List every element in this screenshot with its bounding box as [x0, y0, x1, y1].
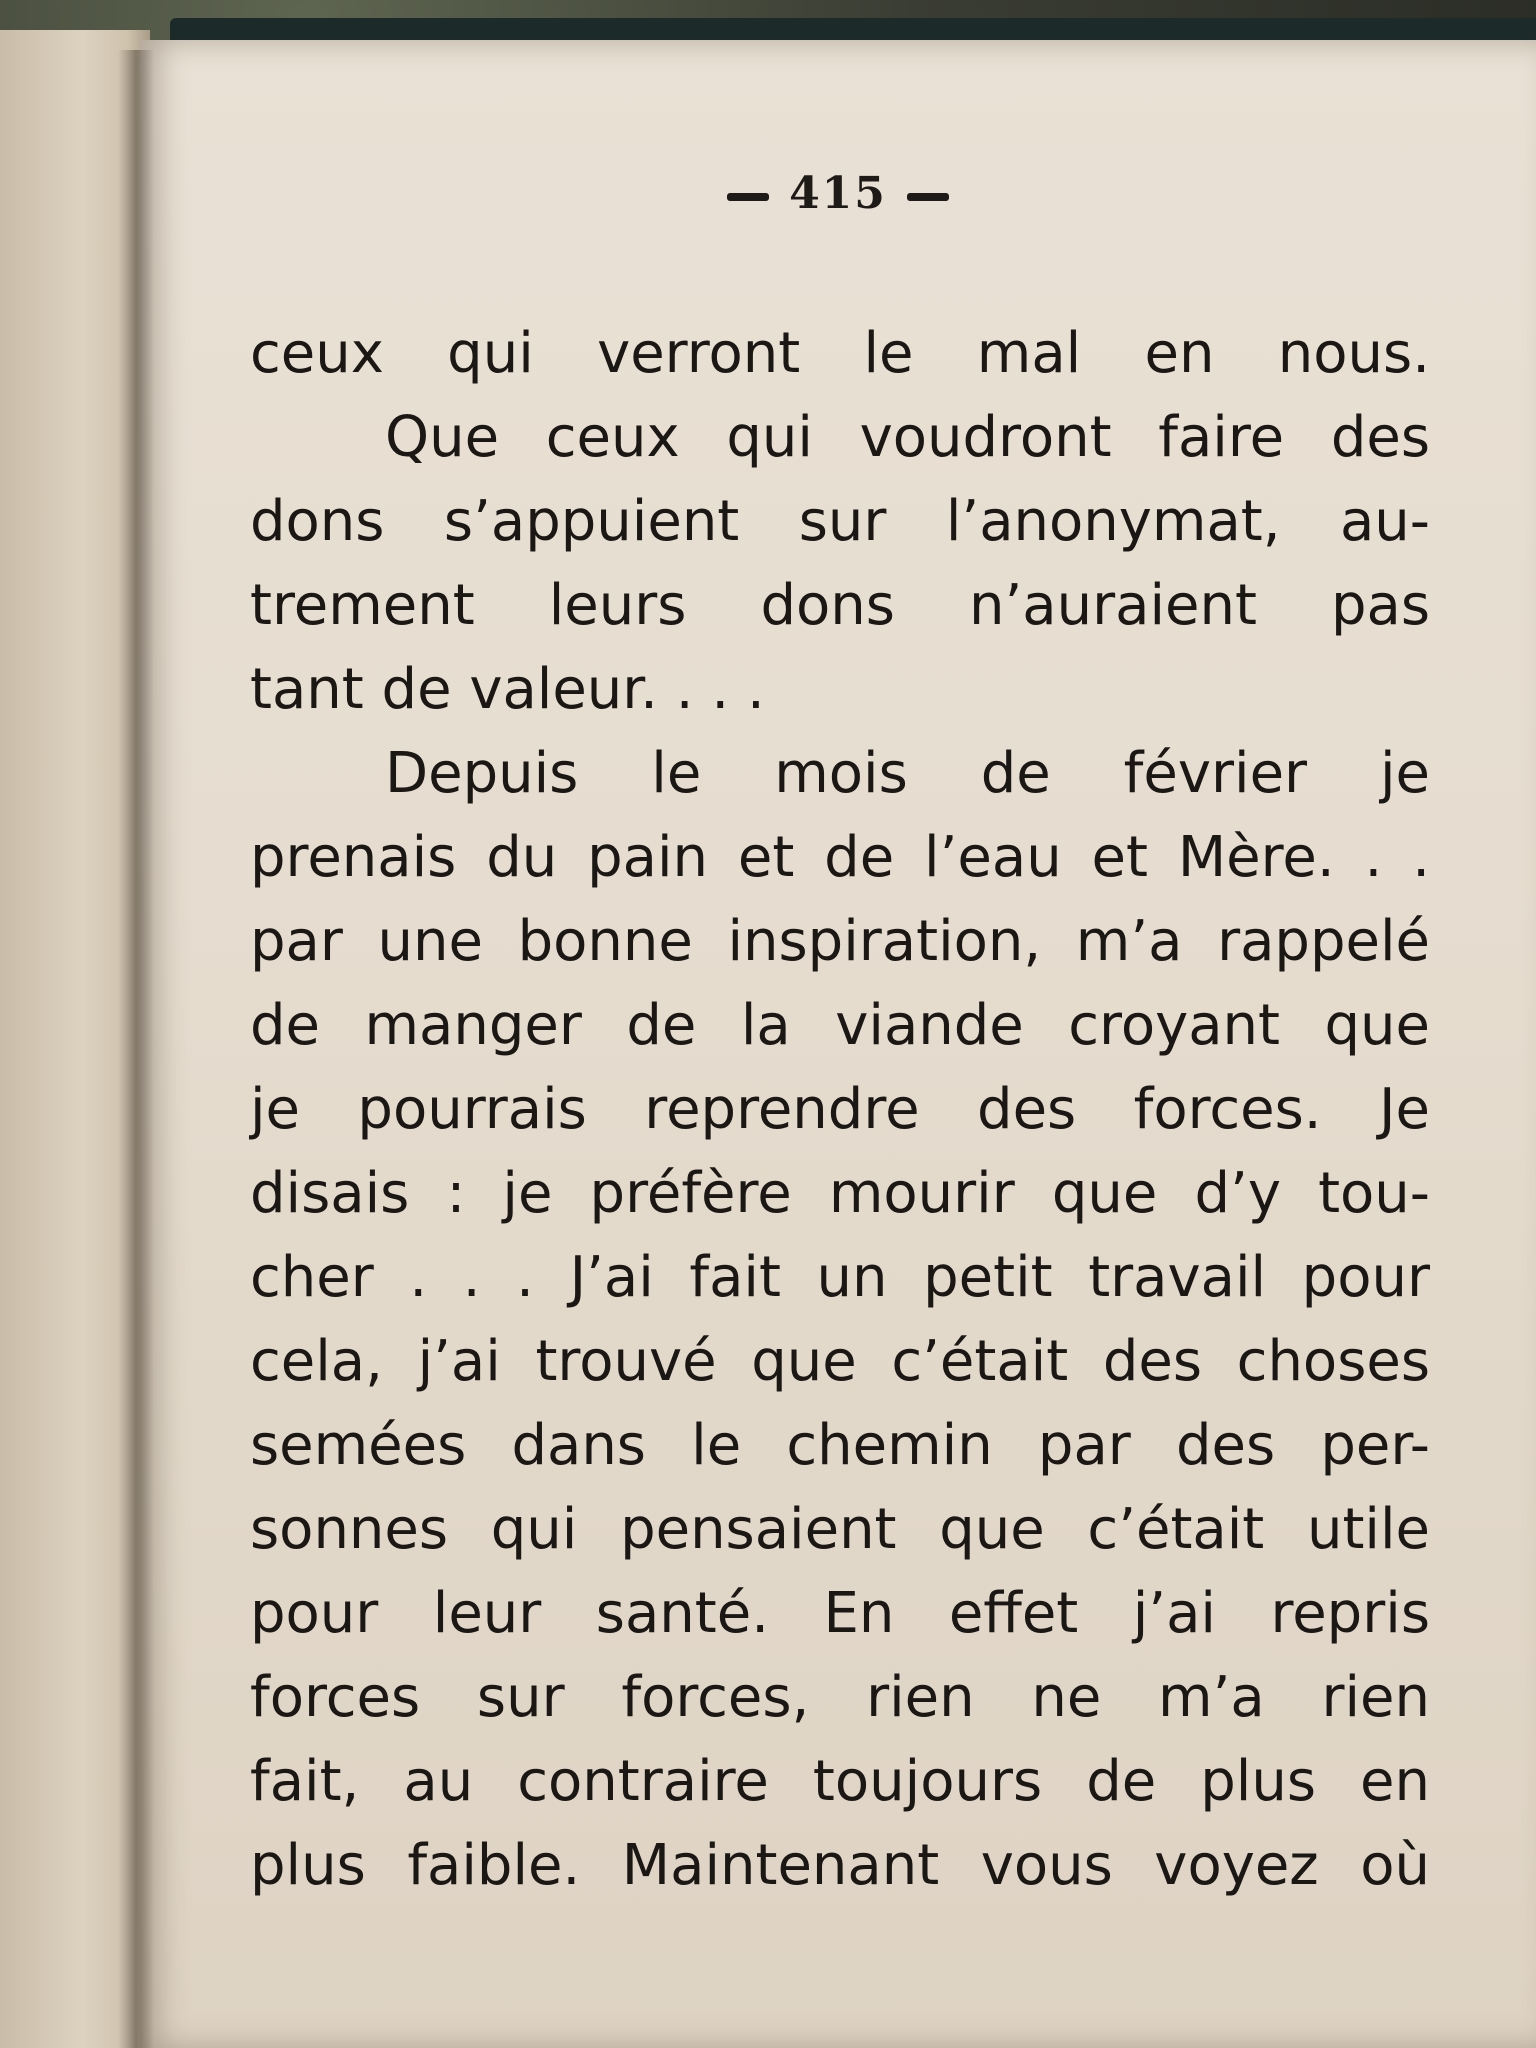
text-line: cela, j’ai trouvé que c’était des choses [250, 1329, 1430, 1394]
book-page [140, 40, 1536, 2048]
text-line: ceux qui verront le mal en nous. [250, 321, 1430, 386]
text-line: disais : je préfère mourir que d’y tou- [250, 1161, 1430, 1226]
text-line: fait, au contraire toujours de plus en [250, 1749, 1430, 1814]
text-line: Depuis le mois de février je [385, 741, 1430, 806]
page-gutter-shadow [118, 50, 154, 2048]
text-line: je pourrais reprendre des forces. Je [250, 1077, 1430, 1142]
text-line: trement leurs dons n’auraient pas [250, 573, 1430, 638]
text-line: par une bonne inspiration, m’a rappelé [250, 909, 1430, 974]
dash-right [907, 193, 949, 201]
dash-left [727, 193, 769, 201]
text-line: forces sur forces, rien ne m’a rien [250, 1665, 1430, 1730]
text-line: semées dans le chemin par des per- [250, 1413, 1430, 1478]
text-line: Que ceux qui voudront faire des [385, 405, 1430, 470]
page-text [250, 312, 1430, 1908]
text-line: tant de valeur. . . . [250, 657, 765, 722]
text-line: cher . . . J’ai fait un petit travail pour [250, 1245, 1430, 1310]
text-line: sonnes qui pensaient que c’était utile [250, 1497, 1430, 1562]
page-number-header [140, 168, 1536, 219]
text-line: de manger de la viande croyant que [250, 993, 1430, 1058]
text-line: plus faible. Maintenant vous voyez où [250, 1833, 1430, 1898]
text-line: prenais du pain et de l’eau et Mère. . . [250, 825, 1430, 890]
page-number: 415 [789, 168, 887, 219]
text-line: dons s’appuient sur l’anonymat, au- [250, 489, 1430, 554]
text-line: pour leur santé. En effet j’ai repris [250, 1581, 1430, 1646]
